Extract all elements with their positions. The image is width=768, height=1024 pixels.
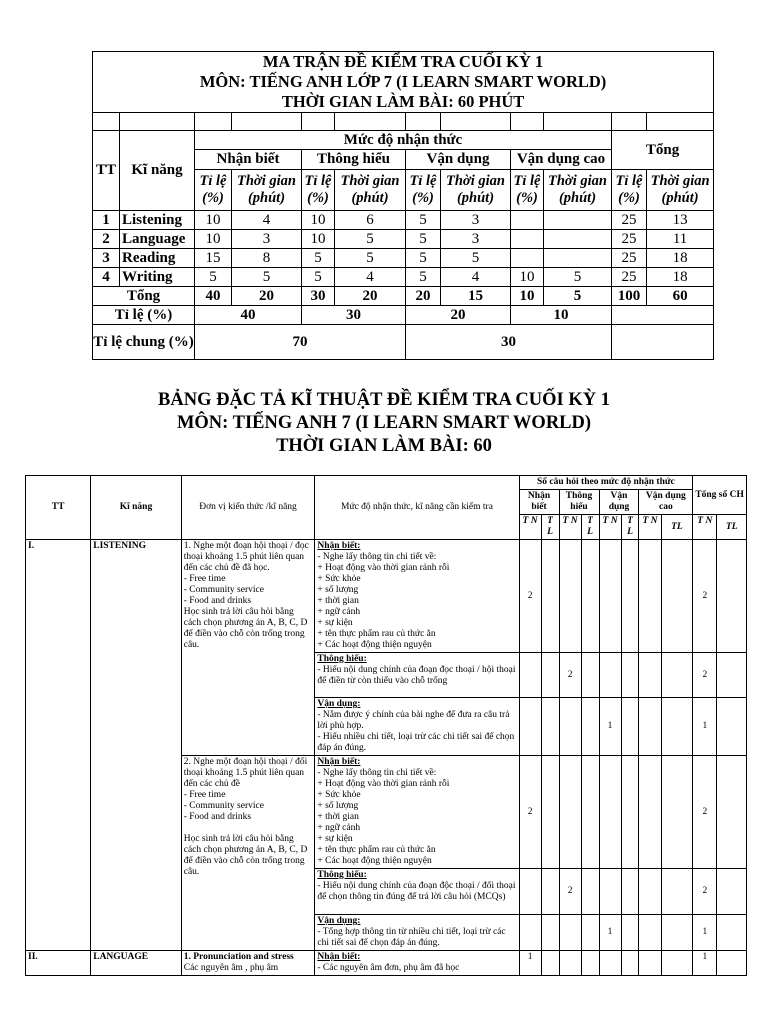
spec-unit-language-1 (181, 951, 315, 976)
spec-level-recognition (315, 756, 519, 869)
general-cell-empty (612, 325, 714, 360)
count-cell: 2 (559, 869, 581, 915)
spec-h-tn: T N (693, 515, 717, 540)
cell: 13 (647, 211, 714, 230)
spec-skill-num: II. (26, 951, 91, 976)
level-text: + sự kiện (317, 834, 353, 844)
matrix-title-3: THỜI GIAN LÀM BÀI: 60 PHÚT (93, 92, 714, 113)
sub-time: Thời gian (phút) (335, 170, 406, 211)
sub-ratio: Tỉ lệ (%) (511, 170, 544, 211)
spec-table (25, 475, 747, 976)
cell: 18 (647, 268, 714, 287)
level-text: + số lượng (317, 801, 359, 811)
general-cell: 70 (195, 325, 406, 360)
sub-time: Thời gian (phút) (544, 170, 612, 211)
spec-unit-listening-2 (181, 756, 315, 951)
cell: 5 (335, 249, 406, 268)
level-text: + thời gian (317, 596, 359, 606)
row-tt: 2 (93, 230, 120, 249)
count-total: 2 (693, 540, 717, 653)
level-title: Thông hiểu: (317, 870, 367, 880)
spec-skill-num: I. (26, 540, 91, 951)
cell: 5 (335, 230, 406, 249)
level-recognition: Nhận biết (195, 150, 302, 170)
cell: 10 (302, 230, 335, 249)
cell (544, 249, 612, 268)
spec-title-1: BẢNG ĐẶC TẢ KĨ THUẬT ĐỀ KIỂM TRA CUỐI KỲ 1 (158, 390, 610, 410)
matrix-title-1: MA TRẬN ĐỀ KIỂM TRA CUỐI KỲ 1 (93, 52, 714, 73)
level-text: + Các hoạt động thiện nguyện (317, 856, 432, 866)
spec-h-total: Tổng số CH (693, 476, 747, 515)
cell: 5 (406, 230, 441, 249)
spec-h-level: Mức độ nhận thức, kĩ năng cần kiểm tra (315, 476, 519, 540)
matrix-row (93, 249, 714, 268)
level-application: Vận dụng (406, 150, 511, 170)
matrix-total-row (93, 287, 714, 306)
ratio-cell-empty (612, 306, 714, 325)
level-text: + ngữ cảnh (317, 823, 361, 833)
sub-ratio: Tỉ lệ (%) (612, 170, 647, 211)
level-high-application: Vận dụng cao (511, 150, 612, 170)
count-cell: 1 (519, 951, 541, 976)
level-text: + sự kiện (317, 618, 353, 628)
unit-text: 2. Nghe một đoạn hội thoại / đối thoại khoảng 1.5 phút liên quan đến các chủ đề (183, 757, 308, 789)
cell: 25 (612, 268, 647, 287)
sub-ratio: Tỉ lệ (%) (406, 170, 441, 211)
cell: 5 (544, 268, 612, 287)
sub-time: Thời gian (phút) (441, 170, 511, 211)
unit-text: - Free time (183, 574, 226, 584)
cell: 10 (195, 230, 232, 249)
sub-ratio: Tỉ lệ (%) (195, 170, 232, 211)
spec-h-tn: T N (639, 515, 661, 540)
row-tt: 3 (93, 249, 120, 268)
total-cell: 30 (302, 287, 335, 306)
spec-h-recognition: Nhận biết (519, 490, 559, 515)
col-level-header: Mức độ nhận thức (195, 131, 612, 150)
count-cell: 1 (599, 915, 621, 951)
level-text: + Các hoạt động thiện nguyện (317, 640, 432, 650)
matrix-title-2: MÔN: TIẾNG ANH LỚP 7 (I LEARN SMART WORLD) (93, 72, 714, 92)
unit-text: Học sinh trả lời câu hỏi bằng cách chọn phương án A, B, C, D để điền vào chỗ còn trống trong câu. (183, 607, 308, 650)
ratio-cell: 40 (195, 306, 302, 325)
level-text: - Hiểu nội dung chính của đoạn đọc thoại / hội thoại để điền từ còn thiếu vào chỗ trống (317, 665, 516, 686)
sub-time: Thời gian (phút) (232, 170, 302, 211)
cell: 8 (232, 249, 302, 268)
total-cell: 20 (232, 287, 302, 306)
sub-ratio: Tỉ lệ (%) (302, 170, 335, 211)
spec-skill-name: LANGUAGE (91, 951, 182, 976)
total-cell: 10 (511, 287, 544, 306)
count-total: 2 (693, 653, 717, 698)
unit-title: 1. Pronunciation and stress (183, 952, 294, 962)
total-cell: 5 (544, 287, 612, 306)
cell: 4 (441, 268, 511, 287)
spec-h-tl: T L (621, 515, 639, 540)
cell (544, 211, 612, 230)
count-cell: 1 (599, 698, 621, 756)
level-text: - Nắm được ý chính của bài nghe để đưa ra câu trả lời phù hợp. (317, 710, 510, 731)
spec-skill-name: LISTENING (91, 540, 182, 951)
spec-h-tt: TT (26, 476, 91, 540)
spec-h-tl: TL (717, 515, 747, 540)
cell: 5 (406, 249, 441, 268)
spec-h-tn: T N (599, 515, 621, 540)
cell (511, 211, 544, 230)
row-tt: 4 (93, 268, 120, 287)
sub-time: Thời gian (phút) (647, 170, 714, 211)
matrix-row (93, 268, 714, 287)
cell: 25 (612, 230, 647, 249)
spec-h-application: Vận dụng (599, 490, 639, 515)
general-label: Tỉ lệ chung (%) (93, 325, 195, 360)
spec-h-count: Số câu hỏi theo mức độ nhận thức (519, 476, 693, 490)
unit-text: - Food and drinks (183, 812, 252, 822)
row-skill: Reading (120, 249, 195, 268)
row-skill: Writing (120, 268, 195, 287)
col-total-header: Tổng (612, 131, 714, 170)
total-cell: 60 (647, 287, 714, 306)
spec-level-understanding (315, 653, 519, 698)
spec-h-tl: TL (661, 515, 693, 540)
spec-h-tn: T N (519, 515, 541, 540)
cell: 3 (441, 211, 511, 230)
cell: 18 (647, 249, 714, 268)
count-total: 1 (693, 951, 717, 976)
level-title: Vận dụng: (317, 916, 361, 926)
row-skill: Listening (120, 211, 195, 230)
level-title: Thông hiểu: (317, 654, 367, 664)
matrix-ratio-row (93, 306, 714, 325)
total-cell: 40 (195, 287, 232, 306)
spec-level-recognition (315, 540, 519, 653)
total-label: Tổng (93, 287, 195, 306)
cell (511, 230, 544, 249)
count-total: 2 (693, 869, 717, 915)
level-title: Nhận biết: (317, 541, 361, 551)
spec-h-high-application: Vận dụng cao (639, 490, 693, 515)
ratio-label: Tỉ lệ (%) (93, 306, 195, 325)
cell (544, 230, 612, 249)
unit-text: 1. Nghe một đoạn hội thoại / đọc thoại khoảng 1.5 phút liên quan đến các chủ đề đã học. (183, 541, 309, 573)
total-cell: 20 (335, 287, 406, 306)
cell: 5 (406, 211, 441, 230)
row-skill: Language (120, 230, 195, 249)
count-total: 1 (693, 698, 717, 756)
spec-title (0, 389, 768, 458)
spec-h-skill: Kĩ năng (91, 476, 182, 540)
level-text: + Sức khỏe (317, 574, 361, 584)
unit-text: Các nguyên âm , phụ âm (183, 963, 279, 973)
level-text: + thời gian (317, 812, 359, 822)
count-cell: 2 (559, 653, 581, 698)
count-cell: 2 (519, 540, 541, 653)
matrix-table (92, 51, 714, 360)
cell: 5 (232, 268, 302, 287)
cell: 10 (195, 211, 232, 230)
level-text: - Nghe lấy thông tin chi tiết về: (317, 552, 437, 562)
cell: 3 (441, 230, 511, 249)
cell: 5 (302, 268, 335, 287)
spec-level-understanding (315, 869, 519, 915)
ratio-cell: 30 (302, 306, 406, 325)
col-tt-header: TT (93, 131, 120, 211)
level-text: + tên thực phẩm rau củ thức ăn (317, 629, 436, 639)
row-tt: 1 (93, 211, 120, 230)
unit-text: Học sinh trả lời câu hỏi bằng cách chọn phương án A, B, C, D để điền vào chỗ còn trống trong câu. (183, 834, 308, 877)
matrix-row (93, 230, 714, 249)
spec-h-understanding: Thông hiểu (559, 490, 599, 515)
spec-h-tn: T N (559, 515, 581, 540)
total-cell: 15 (441, 287, 511, 306)
unit-text: - Community service (183, 585, 264, 595)
level-text: + ngữ cảnh (317, 607, 361, 617)
spec-title-2: MÔN: TIẾNG ANH 7 (I LEARN SMART WORLD) (176, 413, 592, 433)
cell (511, 249, 544, 268)
unit-text: - Community service (183, 801, 264, 811)
unit-text: - Free time (183, 790, 226, 800)
total-cell: 100 (612, 287, 647, 306)
ratio-cell: 10 (511, 306, 612, 325)
level-title: Nhận biết: (317, 757, 361, 767)
general-cell: 30 (406, 325, 612, 360)
count-cell: 2 (519, 756, 541, 869)
level-text: - Nghe lấy thông tin chi tiết về: (317, 768, 437, 778)
level-title: Vận dụng: (317, 699, 361, 709)
cell: 25 (612, 249, 647, 268)
total-cell: 20 (406, 287, 441, 306)
matrix-row (93, 211, 714, 230)
level-text: + số lượng (317, 585, 359, 595)
count-total: 2 (693, 756, 717, 869)
cell: 4 (335, 268, 406, 287)
count-total: 1 (693, 915, 717, 951)
spec-title-3: THỜI GIAN LÀM BÀI: 60 (276, 436, 492, 456)
level-title: Nhận biết: (317, 952, 361, 962)
unit-text: - Food and drinks (183, 596, 252, 606)
cell: 6 (335, 211, 406, 230)
spec-level-application (315, 915, 519, 951)
col-skill-header: Kĩ năng (120, 131, 195, 211)
ratio-cell: 20 (406, 306, 511, 325)
cell: 5 (302, 249, 335, 268)
cell: 5 (406, 268, 441, 287)
spec-h-tl: T L (541, 515, 559, 540)
cell: 3 (232, 230, 302, 249)
matrix-general-row (93, 325, 714, 360)
spec-h-unit: Đơn vị kiến thức /kĩ năng (181, 476, 315, 540)
level-text: + Hoạt động vào thời gian rảnh rỗi (317, 779, 450, 789)
level-text: - Các nguyên âm đơn, phụ âm đã học (317, 963, 460, 973)
level-text: + Hoạt động vào thời gian rảnh rỗi (317, 563, 450, 573)
level-text: - Hiểu nội dung chính của đoạn độc thoại / đối thoại để chọn thông tin đúng để trả lời câu hỏi (MCQs) (317, 881, 516, 902)
cell: 4 (232, 211, 302, 230)
level-text: + tên thực phẩm rau củ thức ăn (317, 845, 436, 855)
level-text: - Tổng hợp thông tin từ nhiều chi tiết, loại trừ các chi tiết sai để chọn đáp án đúng. (317, 927, 506, 948)
level-text: - Hiểu nhiều chi tiết, loại trừ các chi tiết sai để chọn đáp án đúng. (317, 732, 515, 753)
cell: 25 (612, 211, 647, 230)
unit-text (184, 823, 313, 834)
cell: 15 (195, 249, 232, 268)
level-text: + Sức khỏe (317, 790, 361, 800)
cell: 10 (302, 211, 335, 230)
spec-level-application (315, 698, 519, 756)
cell: 5 (441, 249, 511, 268)
level-understanding: Thông hiểu (302, 150, 406, 170)
cell: 11 (647, 230, 714, 249)
cell: 5 (195, 268, 232, 287)
cell: 10 (511, 268, 544, 287)
spec-unit-listening-1 (181, 540, 315, 756)
spec-h-tl: T L (581, 515, 599, 540)
spec-level-recognition (315, 951, 519, 976)
